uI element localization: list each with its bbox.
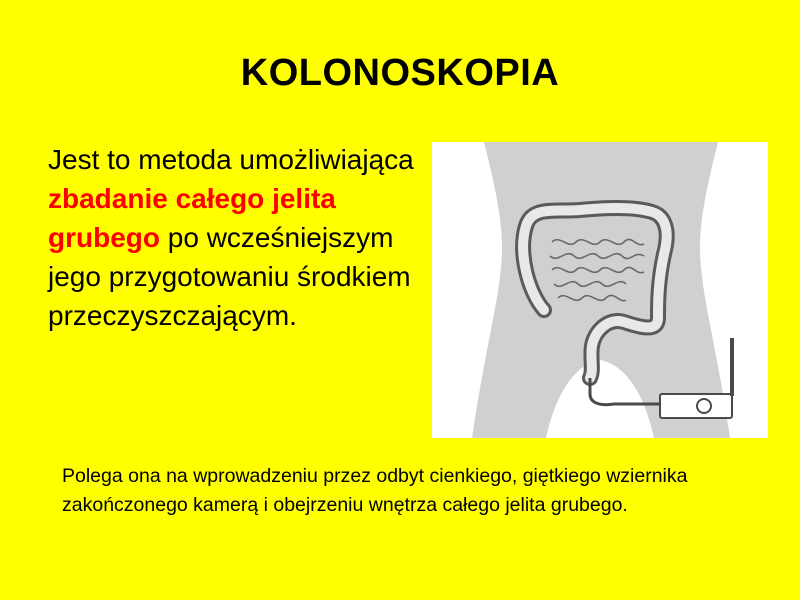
main-description <box>48 140 418 335</box>
colonoscopy-diagram-icon <box>432 142 768 438</box>
slide-title: KOLONOSKOPIA <box>240 52 560 94</box>
camera-handle <box>730 338 734 396</box>
main-text-part1: Jest to metoda umożliwiająca <box>48 144 414 175</box>
camera-lens <box>697 399 711 413</box>
bottom-description: Polega ona na wprowadzeniu przez odbyt cienkiego, giętkiego wziernika zakończonego kamerą i obejrzeniu wnętrza całego jelita grubego. <box>62 465 688 516</box>
main-text-highlight: zbadanie całego jelita grubego <box>48 183 336 253</box>
main-text-part2: po wcześniejszym jego przygotowaniu środkiem przeczyszczającym. <box>48 222 411 331</box>
colonoscopy-illustration <box>432 142 768 438</box>
